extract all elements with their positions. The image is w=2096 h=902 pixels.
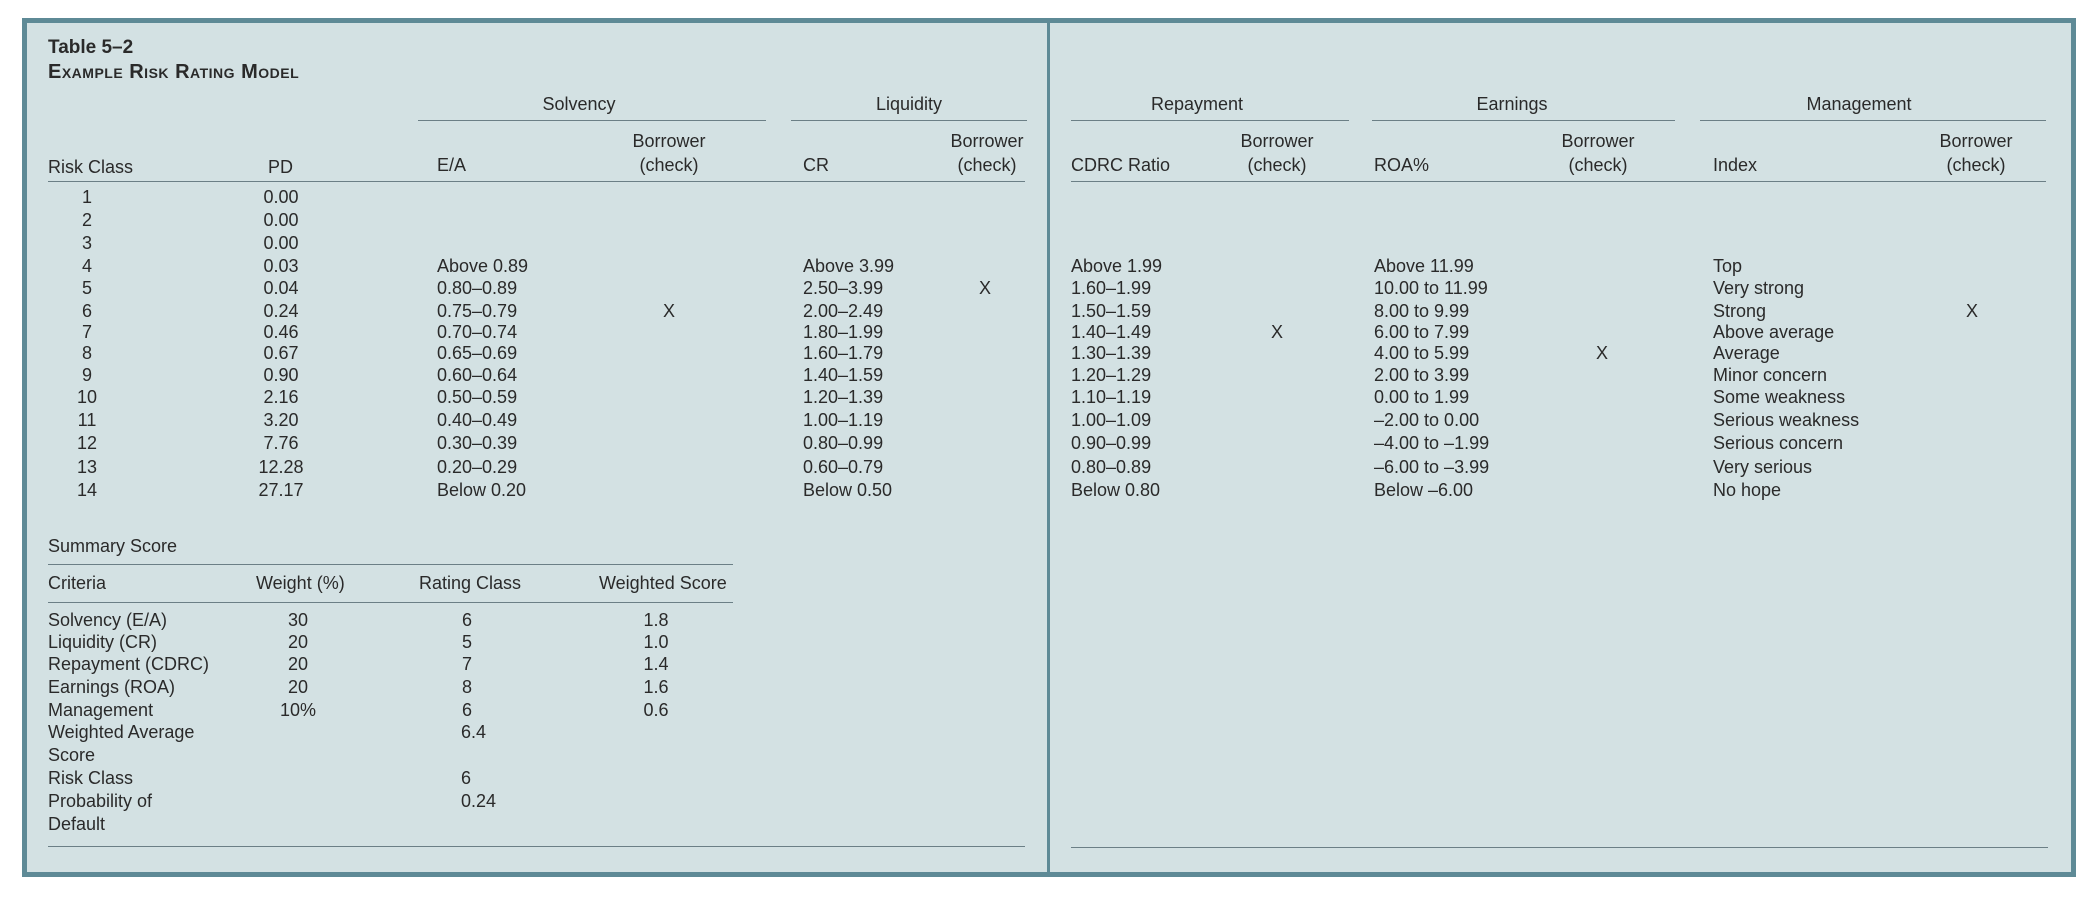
- summary-cell-weight: 10%: [279, 700, 317, 720]
- summary-cell-weighted: 0.6: [643, 700, 669, 720]
- summary-col-rating: Rating Class: [419, 573, 522, 593]
- cell-roa: 4.00 to 5.99: [1374, 343, 1470, 363]
- cell-cdrc: 1.30–1.39: [1071, 343, 1152, 363]
- cell-pd: 0.90: [263, 365, 299, 385]
- cell-index: Strong: [1713, 301, 1767, 321]
- group-repayment: Repayment: [1150, 94, 1244, 114]
- cell-roa: 6.00 to 7.99: [1374, 322, 1470, 342]
- cell-index: Very strong: [1713, 278, 1805, 298]
- cell-cdrc: 1.50–1.59: [1071, 301, 1152, 321]
- cell-cdrc: 1.00–1.09: [1071, 410, 1152, 430]
- cell-index-check: X: [1965, 301, 1979, 321]
- rule-liquidity: [791, 120, 1027, 121]
- summary-cell-weighted: 1.0: [643, 632, 669, 652]
- cell-ea: Below 0.20: [437, 480, 527, 500]
- cell-risk-class: 11: [77, 410, 97, 430]
- col-ea: E/A: [437, 155, 467, 175]
- summary-title: Summary Score: [48, 536, 178, 556]
- cell-cr: 1.60–1.79: [803, 343, 884, 363]
- cell-ea: 0.70–0.74: [437, 322, 518, 342]
- col-ea-borrower-1: Borrower: [632, 131, 706, 151]
- cell-pd: 0.04: [263, 278, 299, 298]
- col-risk-class: Risk Class: [48, 157, 134, 177]
- col-cr-borrower-2: (check): [957, 155, 1017, 175]
- cell-roa: 0.00 to 1.99: [1374, 387, 1470, 407]
- group-management: Management: [1806, 94, 1912, 114]
- col-index: Index: [1713, 155, 1758, 175]
- summary-cell-weighted: 1.4: [643, 654, 669, 674]
- summary-wavg-value: 6.4: [461, 722, 487, 742]
- header-rule-left: [48, 181, 1025, 182]
- summary-pd-value: 0.24: [461, 791, 497, 811]
- cell-cdrc: 0.90–0.99: [1071, 433, 1152, 453]
- cell-index: Very serious: [1713, 457, 1813, 477]
- col-roa: ROA%: [1374, 155, 1430, 175]
- cell-ea: 0.40–0.49: [437, 410, 518, 430]
- summary-col-weighted: Weighted Score: [599, 573, 727, 593]
- summary-wavg-label-2: Score: [48, 745, 96, 765]
- cell-pd: 2.16: [263, 387, 299, 407]
- cell-roa: –2.00 to 0.00: [1374, 410, 1480, 430]
- cell-ea: 0.20–0.29: [437, 457, 518, 477]
- summary-cell-criteria: Earnings (ROA): [48, 677, 176, 697]
- summary-cell-rating: 5: [461, 632, 473, 652]
- summary-col-criteria: Criteria: [48, 573, 107, 593]
- cell-risk-class: 6: [81, 301, 93, 321]
- cell-cr: 0.60–0.79: [803, 457, 884, 477]
- cell-risk-class: 10: [76, 387, 98, 407]
- cell-cr: 2.50–3.99: [803, 278, 884, 298]
- summary-cell-criteria: Repayment (CDRC): [48, 654, 210, 674]
- col-index-borrower-1: Borrower: [1939, 131, 2013, 151]
- cell-ea: Above 0.89: [437, 256, 529, 276]
- cell-risk-class: 9: [81, 365, 93, 385]
- cell-roa-check: X: [1595, 343, 1609, 363]
- cell-pd: 0.00: [263, 233, 299, 253]
- col-cdrc: CDRC Ratio: [1071, 155, 1171, 175]
- cell-pd: 3.20: [263, 410, 299, 430]
- summary-top-rule: [48, 564, 733, 565]
- bottom-rule-right: [1071, 847, 2048, 848]
- summary-col-weight: Weight (%): [256, 573, 345, 593]
- cell-risk-class: 3: [81, 233, 93, 253]
- cell-index: Serious weakness: [1713, 410, 1860, 430]
- cell-pd: 0.00: [263, 187, 299, 207]
- cell-cr: 0.80–0.99: [803, 433, 884, 453]
- summary-cell-weight: 30: [287, 610, 309, 630]
- cell-cr: 1.00–1.19: [803, 410, 884, 430]
- col-ea-borrower-2: (check): [639, 155, 699, 175]
- summary-cell-rating: 7: [461, 654, 473, 674]
- cell-pd: 7.76: [263, 433, 299, 453]
- summary-pd-label-1: Probability of: [48, 791, 153, 811]
- summary-cell-weighted: 1.6: [643, 677, 669, 697]
- cell-roa: –6.00 to –3.99: [1374, 457, 1490, 477]
- cell-index: Serious concern: [1713, 433, 1844, 453]
- summary-cell-weighted: 1.8: [643, 610, 669, 630]
- cell-cdrc: 1.40–1.49: [1071, 322, 1152, 342]
- cell-risk-class: 12: [76, 433, 98, 453]
- cell-cdrc: 1.20–1.29: [1071, 365, 1152, 385]
- summary-wavg-label-1: Weighted Average: [48, 722, 195, 742]
- cell-roa: Below –6.00: [1374, 480, 1474, 500]
- cell-cr: Above 3.99: [803, 256, 895, 276]
- rule-repayment: [1071, 120, 1349, 121]
- cell-pd: 0.67: [263, 343, 299, 363]
- cell-risk-class: 1: [81, 187, 93, 207]
- cell-risk-class: 4: [81, 256, 93, 276]
- cell-index: Some weakness: [1713, 387, 1846, 407]
- cell-ea: 0.50–0.59: [437, 387, 518, 407]
- cell-risk-class: 7: [81, 322, 93, 342]
- cell-pd: 12.28: [258, 457, 304, 477]
- summary-cell-criteria: Management: [48, 700, 154, 720]
- summary-pd-label-2: Default: [48, 814, 106, 834]
- summary-cell-weight: 20: [287, 632, 309, 652]
- cell-cr-check: X: [978, 278, 992, 298]
- cell-ea: 0.65–0.69: [437, 343, 518, 363]
- rule-earnings: [1372, 120, 1675, 121]
- cell-risk-class: 2: [81, 210, 93, 230]
- summary-cell-weight: 20: [287, 677, 309, 697]
- summary-cell-criteria: Solvency (E/A): [48, 610, 168, 630]
- col-pd: PD: [268, 157, 294, 177]
- table-title: Example Risk Rating Model: [48, 61, 300, 83]
- group-solvency: Solvency: [542, 94, 616, 114]
- cell-ea: 0.75–0.79: [437, 301, 518, 321]
- header-rule-right: [1071, 181, 2046, 182]
- cell-cr: Below 0.50: [803, 480, 893, 500]
- cell-risk-class: 5: [81, 278, 93, 298]
- cell-index: Minor concern: [1713, 365, 1828, 385]
- cell-cr: 2.00–2.49: [803, 301, 884, 321]
- summary-risk-class-label: Risk Class: [48, 768, 134, 788]
- cell-index: Average: [1713, 343, 1780, 363]
- cell-cr: 1.40–1.59: [803, 365, 884, 385]
- cell-risk-class: 13: [76, 457, 98, 477]
- group-liquidity: Liquidity: [875, 94, 943, 114]
- cell-ea: 0.60–0.64: [437, 365, 518, 385]
- cell-pd: 0.03: [263, 256, 299, 276]
- cell-cdrc: Below 0.80: [1071, 480, 1161, 500]
- col-cr-borrower-1: Borrower: [950, 131, 1024, 151]
- cell-roa: Above 11.99: [1374, 256, 1474, 276]
- col-index-borrower-2: (check): [1946, 155, 2006, 175]
- summary-risk-class-value: 6: [461, 768, 472, 788]
- cell-cdrc-check: X: [1270, 322, 1284, 342]
- bottom-rule-left: [48, 846, 1025, 847]
- cell-cdrc: 1.60–1.99: [1071, 278, 1152, 298]
- cell-roa: –4.00 to –1.99: [1374, 433, 1490, 453]
- cell-cdrc: 1.10–1.19: [1071, 387, 1152, 407]
- cell-pd: 0.00: [263, 210, 299, 230]
- cell-risk-class: 8: [81, 343, 93, 363]
- cell-cdrc: 0.80–0.89: [1071, 457, 1152, 477]
- col-roa-borrower-1: Borrower: [1561, 131, 1635, 151]
- cell-index: Top: [1713, 256, 1743, 276]
- cell-index: No hope: [1713, 480, 1782, 500]
- col-cdrc-borrower-1: Borrower: [1240, 131, 1314, 151]
- left-page-panel: [22, 18, 1049, 877]
- rule-management: [1700, 120, 2046, 121]
- cell-roa: 10.00 to 11.99: [1374, 278, 1488, 298]
- summary-header-rule: [48, 602, 733, 603]
- cell-ea: 0.30–0.39: [437, 433, 518, 453]
- col-cdrc-borrower-2: (check): [1247, 155, 1307, 175]
- rule-solvency: [418, 120, 766, 121]
- cell-pd: 27.17: [258, 480, 304, 500]
- summary-cell-rating: 6: [461, 610, 473, 630]
- cell-roa: 2.00 to 3.99: [1374, 365, 1470, 385]
- summary-cell-rating: 6: [461, 700, 473, 720]
- summary-cell-rating: 8: [461, 677, 473, 697]
- summary-cell-criteria: Liquidity (CR): [48, 632, 158, 652]
- summary-cell-weight: 20: [287, 654, 309, 674]
- group-earnings: Earnings: [1476, 94, 1548, 114]
- cell-ea: 0.80–0.89: [437, 278, 518, 298]
- col-cr: CR: [803, 155, 829, 175]
- cell-risk-class: 14: [76, 480, 98, 500]
- cell-ea-check: X: [662, 301, 676, 321]
- col-roa-borrower-2: (check): [1568, 155, 1628, 175]
- cell-cr: 1.80–1.99: [803, 322, 884, 342]
- cell-cr: 1.20–1.39: [803, 387, 884, 407]
- table-number: Table 5–2: [48, 37, 134, 58]
- cell-cdrc: Above 1.99: [1071, 256, 1163, 276]
- cell-pd: 0.46: [263, 322, 299, 342]
- cell-pd: 0.24: [263, 301, 299, 321]
- cell-roa: 8.00 to 9.99: [1374, 301, 1470, 321]
- cell-index: Above average: [1713, 322, 1835, 342]
